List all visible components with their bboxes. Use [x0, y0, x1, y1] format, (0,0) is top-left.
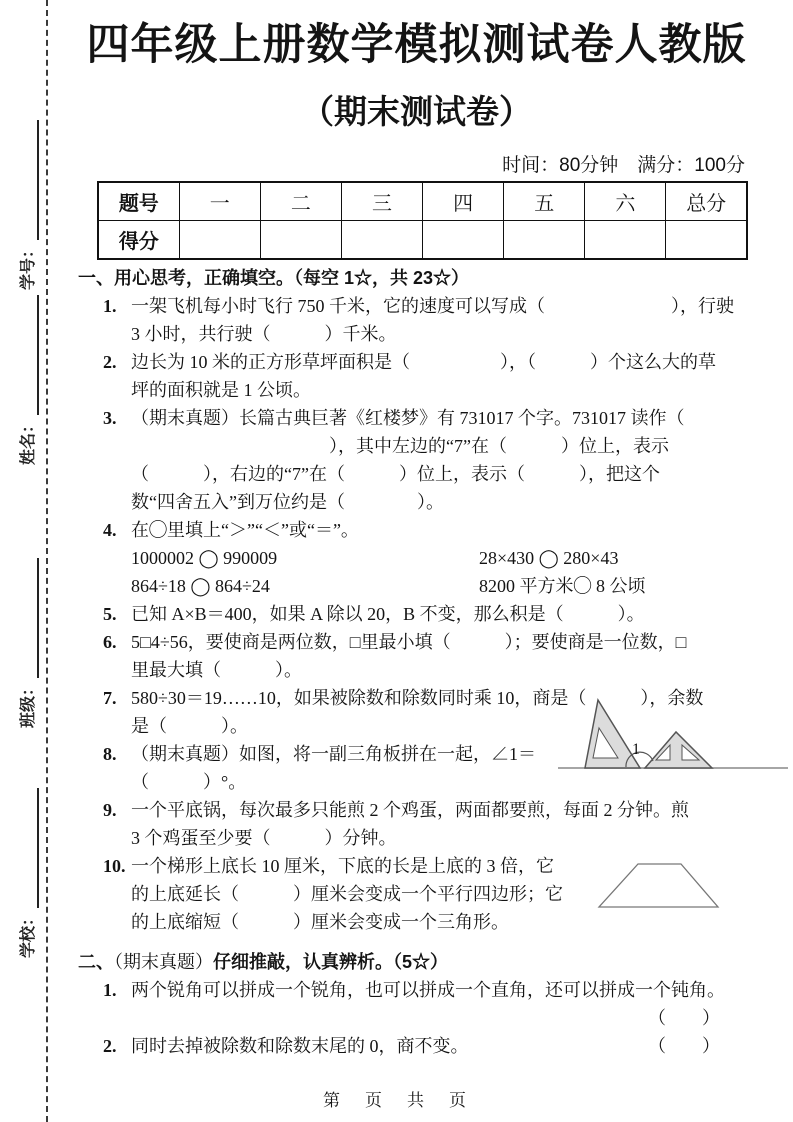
- question: [103, 404, 754, 516]
- question-number: 9.: [103, 800, 117, 820]
- margin-label-text: 学号：: [20, 241, 37, 290]
- question-line: 3 个鸡蛋至少要（ ）分钟。: [131, 828, 397, 848]
- question-line: 里最大填（ ）。: [131, 660, 302, 680]
- right-set-square: [645, 732, 712, 768]
- score-cell: [504, 221, 585, 260]
- section-heading-text: 仔细推敲，认真辨析。（5☆）: [213, 952, 449, 972]
- question-number: 6.: [103, 632, 117, 652]
- question-number: 5.: [103, 604, 117, 624]
- score-cell: [179, 221, 260, 260]
- question-line: 580÷30＝19……10，如果被除数和除数同时乘 10，商是（ ），余数: [131, 688, 704, 708]
- comparison-right: 28×430 ◯ 280×43: [479, 548, 619, 568]
- score-cell: [260, 221, 341, 260]
- section-tag: （期末真题）: [114, 952, 213, 972]
- margin-label-text: 学校：: [20, 909, 37, 958]
- question-line: 数“四舍五入”到万位约是（ ）。: [131, 492, 444, 512]
- question-line: 已知 A×B＝400，如果 A 除以 20，B 不变，那么积是（ ）。: [131, 604, 645, 624]
- answer-parens: （ ）: [648, 1008, 720, 1028]
- question-line: 一个梯形上底长 10 厘米，下底的长是上底的 3 倍，它: [131, 856, 554, 876]
- question-lines: [131, 404, 754, 516]
- page-footer: 第 页 共 页: [323, 1091, 470, 1110]
- question-lines: [131, 628, 754, 684]
- question: [103, 600, 754, 628]
- question-lines: [131, 976, 754, 1032]
- score-table-header-cell: 五: [504, 182, 585, 221]
- question-line-text: 同时去掉被除数和除数末尾的 0，商不变。: [131, 1036, 469, 1056]
- page-title: 四年级上册数学模拟测试卷人教版: [86, 21, 747, 69]
- score-cell: [341, 221, 422, 260]
- question-number: 3.: [103, 408, 117, 428]
- margin-label-school: [17, 788, 39, 958]
- question-line: 一个平底锅，每次最多只能煎 2 个鸡蛋，两面都要煎，每面 2 分钟。煎: [131, 800, 689, 820]
- section-number: 二、: [78, 952, 114, 972]
- question-line: 3 小时，共行驶（ ）千米。: [131, 324, 397, 344]
- question-number: 10.: [103, 856, 126, 876]
- question-line: （ ）°。: [131, 772, 247, 792]
- question-number: 2.: [103, 352, 117, 372]
- angle-1-label: 1: [632, 741, 640, 758]
- question: [103, 348, 754, 404]
- margin-dashed-line: [46, 0, 48, 1122]
- question-line: 是（ ）。: [131, 716, 248, 736]
- comparison-left: 864÷18 ◯ 864÷24: [131, 576, 270, 596]
- question-line: 的上底延长（ ）厘米会变成一个平行四边形；它: [131, 884, 563, 904]
- score-cell: [585, 221, 666, 260]
- comparison-left: 1000002 ◯ 990009: [131, 548, 278, 568]
- margin-write-line: [22, 558, 39, 678]
- section-heading-text: 用心思考，正确填空。（每空 1☆，共 23☆）: [114, 268, 470, 288]
- question-number: 1.: [103, 980, 117, 1000]
- question-line: 5□4÷56，要使商是两位数，□里最小填（ ）；要使商是一位数，□: [131, 632, 687, 652]
- score-table-corner: 题号: [98, 182, 179, 221]
- score-table-header-cell: 四: [423, 182, 504, 221]
- question-line: ），其中左边的“7”在（ ）位上，表示: [131, 436, 669, 456]
- margin-label-text: 班级：: [20, 679, 37, 728]
- margin-label-text: 姓名：: [20, 416, 37, 465]
- exam-content: [78, 264, 754, 1060]
- question: [103, 292, 754, 348]
- question-line: 坪的面积就是 1 公顷。: [131, 380, 311, 400]
- score-table-header-cell: 六: [585, 182, 666, 221]
- question-line: 的上底缩短（ ）厘米会变成一个三角形。: [131, 912, 509, 932]
- section-2: [78, 948, 754, 1060]
- margin-write-line: [22, 120, 39, 240]
- section-1: [78, 264, 754, 936]
- comparison-right: 8200 平方米◯ 8 公顷: [479, 576, 646, 596]
- question-line: 在◯里填上“＞”“＜”或“＝”。: [131, 520, 359, 540]
- page-subtitle: （期末测试卷）: [301, 93, 532, 130]
- section-number: 一、: [78, 268, 114, 288]
- set-squares-figure: [552, 696, 792, 780]
- score-table-row-label: 得分: [98, 221, 179, 260]
- score-table-header-cell: 二: [260, 182, 341, 221]
- question-line: （期末真题）长篇古典巨著《红楼梦》有 731017 个字。731017 读作（: [131, 408, 685, 428]
- question-lines: [131, 516, 754, 600]
- question-lines: [131, 292, 754, 348]
- margin-write-line: [22, 788, 39, 908]
- question-number: 4.: [103, 520, 117, 540]
- question-line: （期末真题）如图，将一副三角板拼在一起，∠1＝: [131, 744, 536, 764]
- question-line: [131, 1032, 754, 1060]
- question-number: 7.: [103, 688, 117, 708]
- section-heading: [78, 948, 754, 976]
- question-lines: [131, 796, 754, 852]
- trapezoid-figure: [596, 860, 722, 912]
- score-cell: [423, 221, 504, 260]
- margin-label-student-number: [17, 120, 39, 290]
- question: [103, 628, 754, 684]
- margin-write-line: [22, 295, 39, 415]
- answer-parens: （ ）: [648, 1036, 720, 1056]
- comparison-row: [131, 544, 754, 572]
- section-heading: [78, 264, 754, 292]
- question-line: 边长为 10 米的正方形草坪面积是（ ），（ ）个这么大的草: [131, 352, 716, 372]
- score-table: [97, 181, 748, 260]
- question: [103, 796, 754, 852]
- question: [103, 976, 754, 1032]
- margin-label-class: [17, 558, 39, 728]
- question-line: 两个锐角可以拼成一个锐角，也可以拼成一个直角，还可以拼成一个钝角。: [131, 980, 725, 1000]
- score-table-header-cell: 三: [341, 182, 422, 221]
- question-line: 一架飞机每小时飞行 750 千米，它的速度可以写成（ ），行驶: [131, 296, 734, 316]
- score-table-header-cell: 总分: [666, 182, 747, 221]
- question-lines: [131, 600, 754, 628]
- question-line: （ ），右边的“7”在（ ）位上，表示（ ），把这个: [131, 464, 660, 484]
- margin-label-name: [17, 295, 39, 465]
- question-number: 2.: [103, 1036, 117, 1056]
- score-cell: [666, 221, 747, 260]
- comparison-row: [131, 572, 754, 600]
- question: [103, 516, 754, 600]
- score-table-header-cell: 一: [179, 182, 260, 221]
- question-number: 8.: [103, 744, 117, 764]
- trapezoid-shape: [599, 864, 718, 907]
- question-number: 1.: [103, 296, 117, 316]
- exam-info: 时间：80分钟 满分：100分: [502, 155, 745, 176]
- question: [103, 1032, 754, 1060]
- question-lines: [131, 1032, 754, 1060]
- question-lines: [131, 348, 754, 404]
